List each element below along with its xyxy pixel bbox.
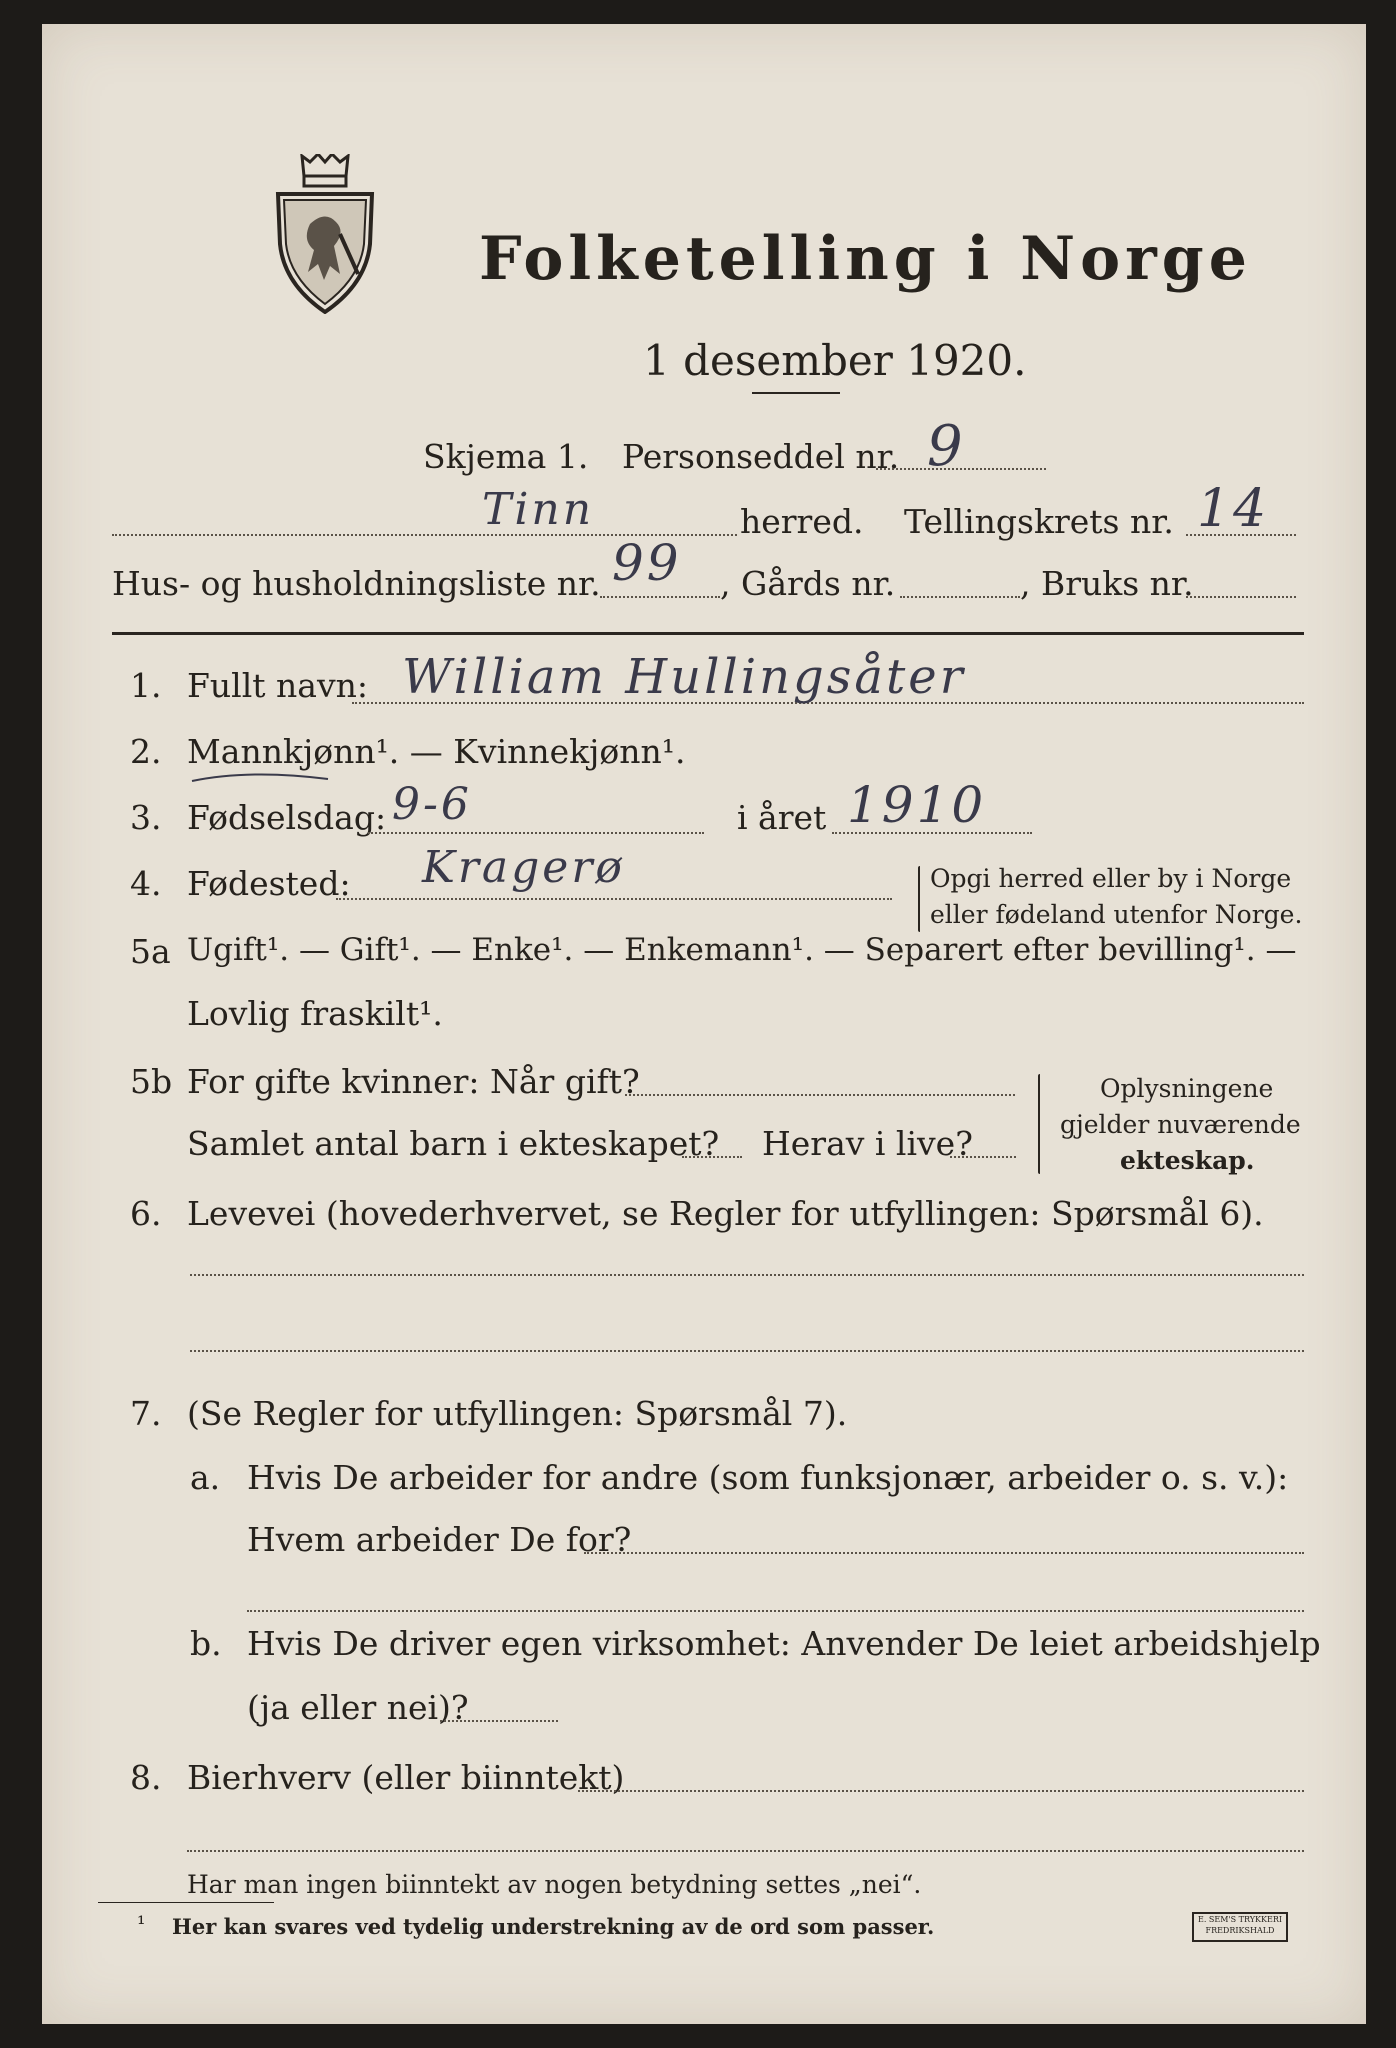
q4-note-brace [918,866,920,932]
printer-stamp-line2: FREDRIKSHALD [1205,1926,1275,1935]
q3-number: 3. [130,798,162,837]
q7-number: 7. [130,1394,162,1433]
q7b-line1: Hvis De driver egen virksomhet: Anvender De leiet arbeidshjelp [247,1624,1321,1663]
personseddel-label: Personseddel nr. [622,437,900,476]
q5a-options-line2[interactable]: Lovlig fraskilt¹. [187,994,443,1033]
q7a-letter: a. [190,1458,221,1497]
q8-number: 8. [130,1758,162,1797]
q3-label: Fødselsdag: [187,798,387,837]
q8-text: Bierhverv (eller biinntekt) [187,1758,625,1797]
form-title: Folketelling i Norge [479,224,1252,294]
q2-options[interactable]: Mannkjønn¹. — Kvinnekjønn¹. [187,732,686,771]
q5b-line1-label: For gifte kvinner: Når gift? [187,1062,640,1101]
q3-day-line [368,832,704,834]
tellingskrets-value[interactable]: 14 [1197,479,1270,539]
gards-label: , Gårds nr. [720,564,896,603]
footnote-mark: ¹ [137,1912,146,1936]
q5b-children-line [682,1156,742,1158]
footer-note: Har man ingen biinntekt av nogen betydning settes „nei“. [187,1870,922,1899]
q5a-number: 5a [130,932,171,971]
q1-value[interactable]: William Hullingsåter [402,649,966,705]
q6-answer-line-2 [190,1350,1304,1352]
bruks-label: , Bruks nr. [1020,564,1194,603]
q5b-note-line1: Oplysningene [1100,1074,1274,1103]
q7a-line2: Hvem arbeider De for? [247,1520,632,1559]
q4-note-line1: Opgi herred eller by i Norge [930,864,1292,893]
q5b-note-line2: gjelder nuværende [1060,1110,1301,1139]
census-form [42,24,1366,2024]
q5b-children-label: Samlet antal barn i ekteskapet? [187,1124,720,1163]
q4-note-line2: eller fødeland utenfor Norge. [930,900,1303,929]
q3-day-value[interactable]: 9-6 [392,779,472,830]
q3-year-label: i året [737,798,827,837]
q7b-answer-line [440,1720,558,1722]
schema-label: Skjema 1. [423,437,589,476]
q2-number: 2. [130,732,162,771]
personseddel-value[interactable]: 9 [927,414,966,479]
census-date: 1 desember 1920. [643,336,1027,385]
hus-label: Hus- og husholdningsliste nr. [112,564,601,603]
q5b-alive-label: Herav i live? [762,1124,973,1163]
q7a-answer-line-2 [247,1610,1304,1612]
q4-line [336,898,892,900]
q4-number: 4. [130,864,162,903]
q5b-married-line [625,1094,1015,1096]
q7-text: (Se Regler for utfyllingen: Spørsmål 7). [187,1394,848,1433]
printer-stamp-line1: E. SEM'S TRYKKERI [1197,1915,1283,1924]
q5b-note-line3: ekteskap. [1120,1146,1255,1175]
q1-label: Fullt navn: [187,666,368,705]
bruks-line [1186,596,1296,598]
printer-stamp [1192,1912,1288,1942]
q6-answer-line-1 [190,1274,1304,1276]
footnote-text: Her kan svares ved tydelig understrekning av de ord som passer. [172,1914,935,1939]
q8-answer-line-1 [578,1790,1304,1792]
q5b-note-brace [1038,1074,1040,1174]
q5b-alive-line [950,1156,1016,1158]
q7a-line1: Hvis De arbeider for andre (som funksjonær, arbeider o. s. v.): [247,1458,1289,1497]
gards-line [900,596,1020,598]
hus-value[interactable]: 99 [612,534,682,592]
title-divider [752,392,840,394]
q2-underline-mark [190,770,330,789]
herred-label: herred. [740,502,864,541]
q8-answer-line-2 [187,1850,1304,1852]
q7b-line2: (ja eller nei)? [247,1688,469,1727]
q3-year-value[interactable]: 1910 [847,776,987,834]
q6-text: Levevei (hovederhvervet, se Regler for utfyllingen: Spørsmål 6). [187,1194,1264,1233]
q7a-answer-line-1 [584,1552,1304,1554]
q4-label: Fødested: [187,864,351,903]
coat-of-arms-emblem [270,154,380,314]
q4-value[interactable]: Kragerø [422,842,625,893]
q5a-options-line1[interactable]: Ugift¹. — Gift¹. — Enke¹. — Enkemann¹. — Separert efter bevilling¹. — [187,932,1297,968]
header-rule [112,632,1304,635]
q1-number: 1. [130,666,162,705]
tellingskrets-label: Tellingskrets nr. [904,502,1174,541]
q7b-letter: b. [190,1624,222,1663]
herred-value[interactable]: Tinn [482,484,595,535]
q6-number: 6. [130,1194,162,1233]
footnote-divider [98,1902,274,1903]
hus-line [600,596,720,598]
q5b-number: 5b [130,1062,173,1101]
